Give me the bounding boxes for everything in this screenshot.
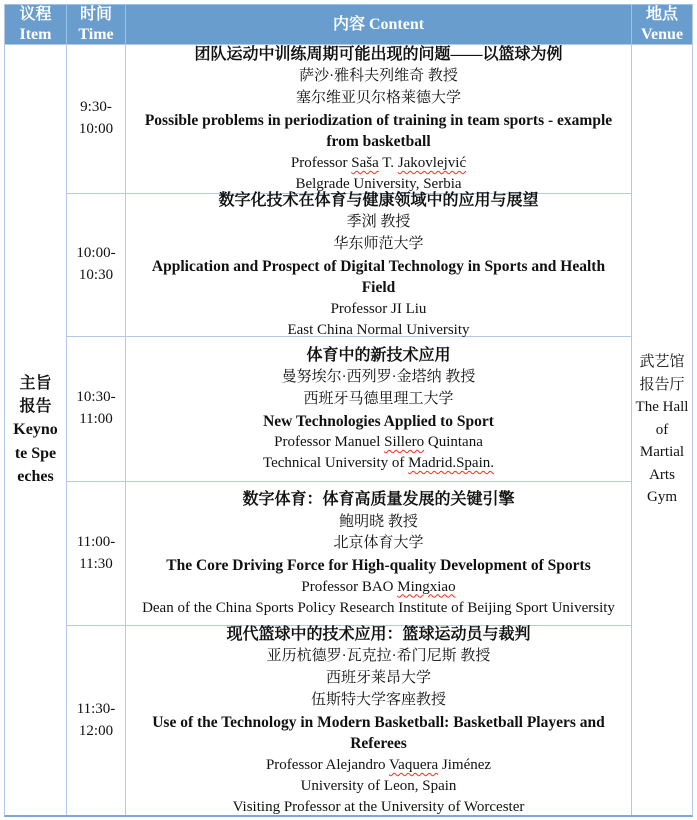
venue-cell-hall-of-martial-arts bbox=[632, 45, 692, 815]
session-en-speaker bbox=[274, 432, 483, 453]
speaker-text: Professor bbox=[290, 155, 352, 172]
session-zh-affiliation: 塞尔维亚贝尔格莱德大学 bbox=[295, 89, 461, 106]
session-en-speaker bbox=[266, 755, 491, 776]
header-cell-item bbox=[5, 5, 67, 45]
session-en-affiliation-2: Visiting Professor at the University of Worcester bbox=[232, 798, 525, 815]
header-venue-label: 地点 Venue bbox=[640, 5, 684, 43]
content-cell-session-1 bbox=[126, 45, 632, 194]
content-cell-session-3 bbox=[126, 337, 632, 482]
session-zh-affiliation: 西班牙莱昂大学 bbox=[325, 670, 431, 687]
time-label: 10:30-11:00 bbox=[76, 389, 116, 427]
session-en-affiliation bbox=[263, 453, 494, 474]
session-en-affiliation: University of Leon, Spain bbox=[300, 777, 457, 794]
speaker-text: Professor Alejandro bbox=[265, 756, 389, 773]
time-cell-session-3 bbox=[67, 337, 126, 482]
session-en-title: New Technologies Applied to Sport bbox=[263, 412, 494, 430]
item-cell-keynote-speeches bbox=[5, 45, 67, 815]
speaker-text: Jiménez bbox=[438, 756, 492, 773]
session-en-title: Application and Prospect of Digital Technology in Sports and Health Field bbox=[151, 257, 606, 297]
speaker-misspelled-word: Saša bbox=[351, 155, 379, 172]
content-cell-session-4 bbox=[126, 482, 632, 626]
session-zh-title: 数字化技术在体育与健康领域中的应用与展望 bbox=[218, 191, 539, 209]
time-cell-session-2 bbox=[67, 194, 126, 337]
session-en-affiliation: Belgrade University, Serbia bbox=[295, 176, 462, 193]
content-cell-session-5 bbox=[126, 626, 632, 815]
header-cell-content bbox=[126, 5, 632, 45]
keynote-speeches-label: 主旨报告 Keynote Speeches bbox=[13, 375, 58, 485]
session-en-speaker bbox=[301, 577, 455, 598]
session-zh-affiliation-2: 伍斯特大学客座教授 bbox=[310, 691, 446, 708]
session-zh-speaker: 亚历杭德罗·瓦克拉·希门尼斯 教授 bbox=[266, 648, 491, 665]
content-cell-session-2 bbox=[126, 191, 632, 339]
affiliation-text: Technical University of bbox=[263, 455, 409, 472]
speaker-text: Quintana bbox=[424, 434, 483, 451]
time-cell-session-5 bbox=[67, 626, 126, 815]
speaker-misspelled-word: Vaquera bbox=[389, 756, 439, 773]
session-zh-speaker: 季浏 教授 bbox=[346, 214, 411, 231]
session-en-title: The Core Driving Force for High-quality Development of Sports bbox=[166, 557, 591, 574]
speaker-text: T. bbox=[378, 155, 398, 172]
session-zh-speaker: 曼努埃尔·西列罗·金塔纳 教授 bbox=[281, 369, 476, 385]
time-cell-session-1 bbox=[67, 45, 126, 194]
session-en-title: Possible problems in periodization of training in team sports - example from basketball bbox=[144, 111, 613, 151]
time-cell-session-4 bbox=[67, 482, 126, 626]
header-content-label: 内容 Content bbox=[332, 15, 425, 33]
session-zh-title: 现代篮球中的技术应用：篮球运动员与裁判 bbox=[226, 626, 531, 644]
header-time-label: 时间 Time bbox=[78, 5, 114, 43]
session-en-affiliation: Dean of the China Sports Policy Research Institute of Beijing Sport University bbox=[142, 599, 615, 616]
session-zh-speaker: 萨沙·雅科夫列维奇 教授 bbox=[299, 68, 458, 85]
time-label: 11:00-11:30 bbox=[76, 533, 116, 572]
speaker-text: Professor BAO bbox=[301, 578, 398, 595]
schedule-table bbox=[4, 4, 693, 817]
session-zh-title: 数字体育：体育高质量发展的关键引擎 bbox=[242, 491, 515, 509]
session-en-speaker: Professor JI Liu bbox=[330, 301, 427, 318]
header-cell-time bbox=[67, 5, 126, 45]
session-en-speaker bbox=[291, 153, 466, 174]
venue-label: 武艺馆报告厅 The Hall of Martial Arts Gym bbox=[635, 354, 689, 506]
time-label: 10:00-10:30 bbox=[76, 245, 116, 283]
session-zh-affiliation: 华东师范大学 bbox=[333, 235, 424, 252]
speaker-text: Professor Manuel bbox=[274, 434, 385, 451]
session-zh-title: 团队运动中训练周期可能出现的问题——以篮球为例 bbox=[194, 45, 563, 63]
session-en-title: Use of the Technology in Modern Basketball: Basketball Players and Referees bbox=[152, 713, 605, 753]
affiliation-misspelled-word: Madrid.Spain. bbox=[408, 455, 494, 472]
speaker-misspelled-word: Jakovlejvić bbox=[397, 155, 467, 172]
session-zh-title: 体育中的新技术应用 bbox=[306, 346, 451, 364]
speaker-misspelled-word: Mingxiao bbox=[397, 578, 456, 595]
session-zh-affiliation: 西班牙马德里理工大学 bbox=[303, 390, 454, 407]
time-label: 9:30-10:00 bbox=[78, 99, 114, 137]
session-zh-speaker: 鲍明晓 教授 bbox=[339, 513, 418, 530]
session-en-affiliation: East China Normal University bbox=[287, 322, 470, 339]
session-zh-affiliation: 北京体育大学 bbox=[333, 535, 424, 552]
header-item-label: 议程 Item bbox=[19, 5, 52, 43]
header-cell-venue bbox=[632, 5, 692, 45]
time-label: 11:30-12:00 bbox=[76, 700, 116, 739]
speaker-misspelled-word: Sillero bbox=[384, 434, 425, 451]
